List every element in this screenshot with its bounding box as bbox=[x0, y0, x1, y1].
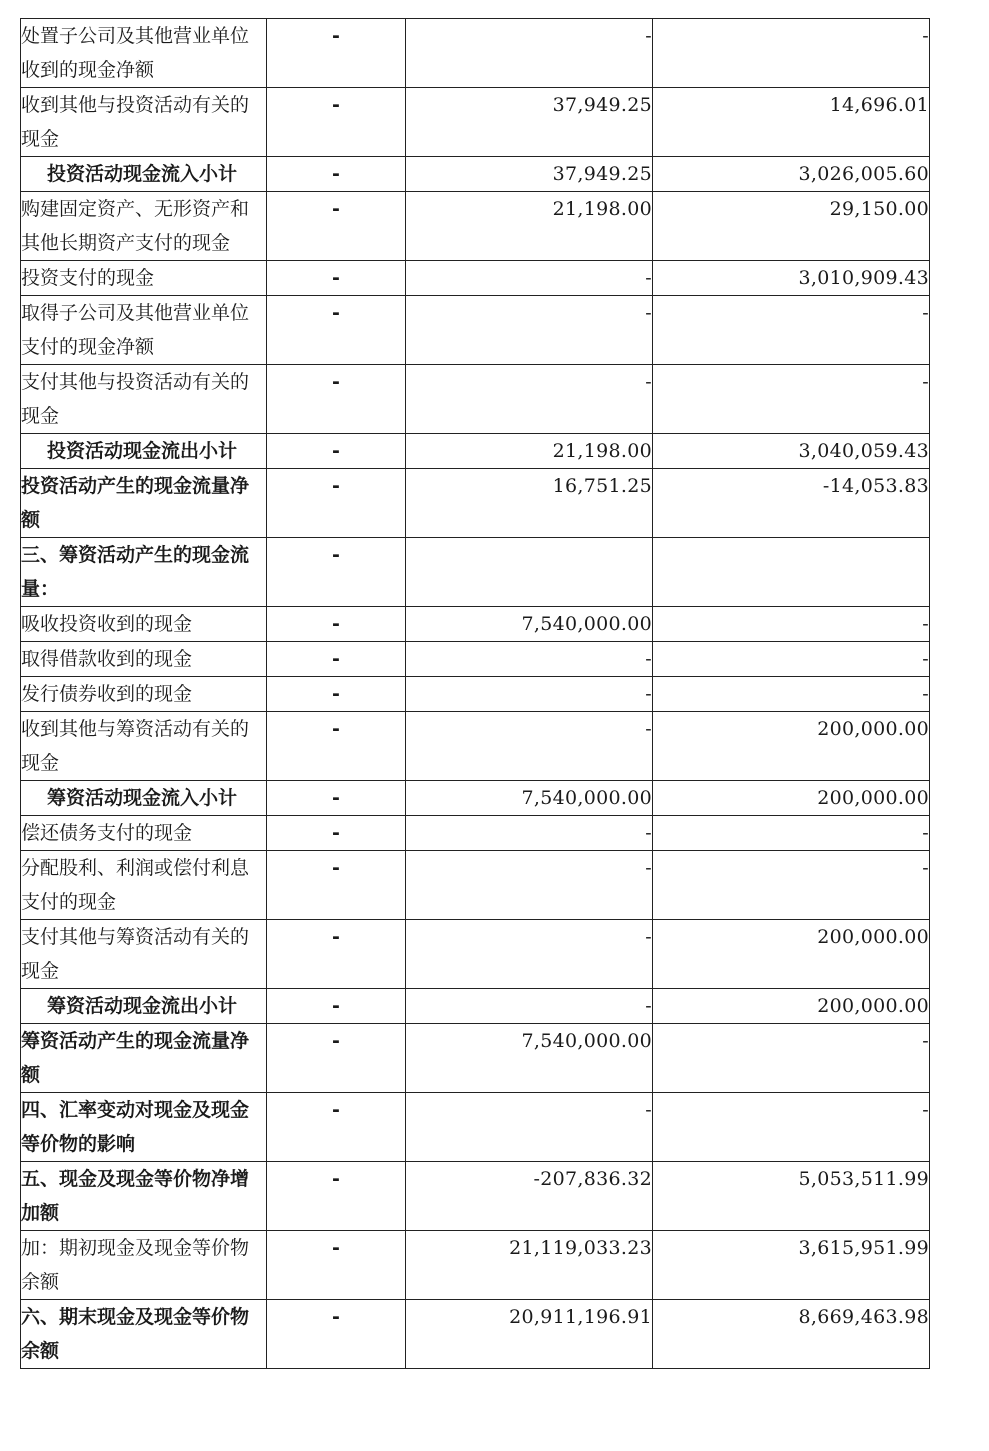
prior-period-value: -14,053.83 bbox=[653, 469, 930, 538]
current-period-value: - bbox=[406, 989, 653, 1024]
row-label: 取得子公司及其他营业单位支付的现金净额 bbox=[21, 296, 267, 365]
table-row bbox=[21, 365, 930, 434]
note-cell: - bbox=[267, 816, 406, 851]
current-period-value: 37,949.25 bbox=[406, 157, 653, 192]
prior-period-value: 3,026,005.60 bbox=[653, 157, 930, 192]
prior-period-value: - bbox=[653, 607, 930, 642]
current-period-value: - bbox=[406, 1093, 653, 1162]
row-label: 加：期初现金及现金等价物余额 bbox=[21, 1231, 267, 1300]
current-period-value: - bbox=[406, 261, 653, 296]
note-cell: - bbox=[267, 1093, 406, 1162]
row-label: 投资支付的现金 bbox=[21, 261, 267, 296]
table-row bbox=[21, 712, 930, 781]
current-period-value: - bbox=[406, 712, 653, 781]
note-cell: - bbox=[267, 1231, 406, 1300]
note-cell: - bbox=[267, 920, 406, 989]
row-label: 发行债券收到的现金 bbox=[21, 677, 267, 712]
current-period-value: - bbox=[406, 19, 653, 88]
current-period-value: 21,198.00 bbox=[406, 434, 653, 469]
note-cell: - bbox=[267, 607, 406, 642]
current-period-value: 16,751.25 bbox=[406, 469, 653, 538]
row-label: 支付其他与筹资活动有关的现金 bbox=[21, 920, 267, 989]
table-row bbox=[21, 781, 930, 816]
table-row bbox=[21, 607, 930, 642]
prior-period-value: 3,615,951.99 bbox=[653, 1231, 930, 1300]
note-cell: - bbox=[267, 1162, 406, 1231]
row-label: 筹资活动现金流出小计 bbox=[21, 989, 267, 1024]
prior-period-value: - bbox=[653, 642, 930, 677]
note-cell: - bbox=[267, 538, 406, 607]
note-cell: - bbox=[267, 469, 406, 538]
prior-period-value: - bbox=[653, 1024, 930, 1093]
table-row bbox=[21, 642, 930, 677]
table-row bbox=[21, 88, 930, 157]
table-row bbox=[21, 989, 930, 1024]
current-period-value: - bbox=[406, 677, 653, 712]
row-label: 四、汇率变动对现金及现金等价物的影响 bbox=[21, 1093, 267, 1162]
current-period-value: 37,949.25 bbox=[406, 88, 653, 157]
table-row bbox=[21, 296, 930, 365]
row-label: 筹资活动产生的现金流量净额 bbox=[21, 1024, 267, 1093]
current-period-value: 20,911,196.91 bbox=[406, 1300, 653, 1369]
row-label: 三、筹资活动产生的现金流量： bbox=[21, 538, 267, 607]
note-cell: - bbox=[267, 19, 406, 88]
note-cell: - bbox=[267, 677, 406, 712]
prior-period-value: - bbox=[653, 296, 930, 365]
current-period-value: - bbox=[406, 816, 653, 851]
prior-period-value: 3,010,909.43 bbox=[653, 261, 930, 296]
row-label: 筹资活动现金流入小计 bbox=[21, 781, 267, 816]
row-label: 购建固定资产、无形资产和其他长期资产支付的现金 bbox=[21, 192, 267, 261]
current-period-value: - bbox=[406, 365, 653, 434]
prior-period-value: 29,150.00 bbox=[653, 192, 930, 261]
prior-period-value bbox=[653, 538, 930, 607]
note-cell: - bbox=[267, 261, 406, 296]
table-row bbox=[21, 19, 930, 88]
current-period-value: 21,198.00 bbox=[406, 192, 653, 261]
current-period-value: 7,540,000.00 bbox=[406, 607, 653, 642]
note-cell: - bbox=[267, 1300, 406, 1369]
table-row bbox=[21, 261, 930, 296]
row-label: 支付其他与投资活动有关的现金 bbox=[21, 365, 267, 434]
note-cell: - bbox=[267, 851, 406, 920]
current-period-value: 21,119,033.23 bbox=[406, 1231, 653, 1300]
note-cell: - bbox=[267, 434, 406, 469]
table-row bbox=[21, 1231, 930, 1300]
table-row bbox=[21, 1162, 930, 1231]
row-label: 投资活动现金流出小计 bbox=[21, 434, 267, 469]
note-cell: - bbox=[267, 296, 406, 365]
table-row bbox=[21, 192, 930, 261]
row-label: 投资活动现金流入小计 bbox=[21, 157, 267, 192]
note-cell: - bbox=[267, 989, 406, 1024]
row-label: 收到其他与筹资活动有关的现金 bbox=[21, 712, 267, 781]
row-label: 收到其他与投资活动有关的现金 bbox=[21, 88, 267, 157]
table-row bbox=[21, 1093, 930, 1162]
note-cell: - bbox=[267, 88, 406, 157]
note-cell: - bbox=[267, 642, 406, 677]
table-row bbox=[21, 677, 930, 712]
current-period-value bbox=[406, 538, 653, 607]
table-row bbox=[21, 1024, 930, 1093]
row-label: 五、现金及现金等价物净增加额 bbox=[21, 1162, 267, 1231]
current-period-value: - bbox=[406, 296, 653, 365]
note-cell: - bbox=[267, 192, 406, 261]
table-row bbox=[21, 851, 930, 920]
prior-period-value: - bbox=[653, 677, 930, 712]
prior-period-value: - bbox=[653, 851, 930, 920]
cash-flow-table bbox=[20, 18, 930, 1369]
prior-period-value: 200,000.00 bbox=[653, 920, 930, 989]
table-row bbox=[21, 816, 930, 851]
row-label: 取得借款收到的现金 bbox=[21, 642, 267, 677]
current-period-value: -207,836.32 bbox=[406, 1162, 653, 1231]
note-cell: - bbox=[267, 1024, 406, 1093]
table-row bbox=[21, 434, 930, 469]
prior-period-value: - bbox=[653, 19, 930, 88]
prior-period-value: - bbox=[653, 365, 930, 434]
prior-period-value: 8,669,463.98 bbox=[653, 1300, 930, 1369]
table-row bbox=[21, 157, 930, 192]
prior-period-value: 200,000.00 bbox=[653, 781, 930, 816]
row-label: 吸收投资收到的现金 bbox=[21, 607, 267, 642]
row-label: 处置子公司及其他营业单位收到的现金净额 bbox=[21, 19, 267, 88]
prior-period-value: - bbox=[653, 816, 930, 851]
prior-period-value: 14,696.01 bbox=[653, 88, 930, 157]
current-period-value: 7,540,000.00 bbox=[406, 1024, 653, 1093]
prior-period-value: 3,040,059.43 bbox=[653, 434, 930, 469]
current-period-value: - bbox=[406, 851, 653, 920]
row-label: 偿还债务支付的现金 bbox=[21, 816, 267, 851]
table-row bbox=[21, 920, 930, 989]
note-cell: - bbox=[267, 781, 406, 816]
prior-period-value: 200,000.00 bbox=[653, 989, 930, 1024]
current-period-value: - bbox=[406, 642, 653, 677]
prior-period-value: 5,053,511.99 bbox=[653, 1162, 930, 1231]
prior-period-value: 200,000.00 bbox=[653, 712, 930, 781]
note-cell: - bbox=[267, 365, 406, 434]
row-label: 分配股利、利润或偿付利息支付的现金 bbox=[21, 851, 267, 920]
table-row bbox=[21, 469, 930, 538]
current-period-value: - bbox=[406, 920, 653, 989]
note-cell: - bbox=[267, 712, 406, 781]
table-row bbox=[21, 1300, 930, 1369]
prior-period-value: - bbox=[653, 1093, 930, 1162]
row-label: 六、期末现金及现金等价物余额 bbox=[21, 1300, 267, 1369]
note-cell: - bbox=[267, 157, 406, 192]
cash-flow-table-body bbox=[21, 19, 930, 1369]
row-label: 投资活动产生的现金流量净额 bbox=[21, 469, 267, 538]
current-period-value: 7,540,000.00 bbox=[406, 781, 653, 816]
table-row bbox=[21, 538, 930, 607]
